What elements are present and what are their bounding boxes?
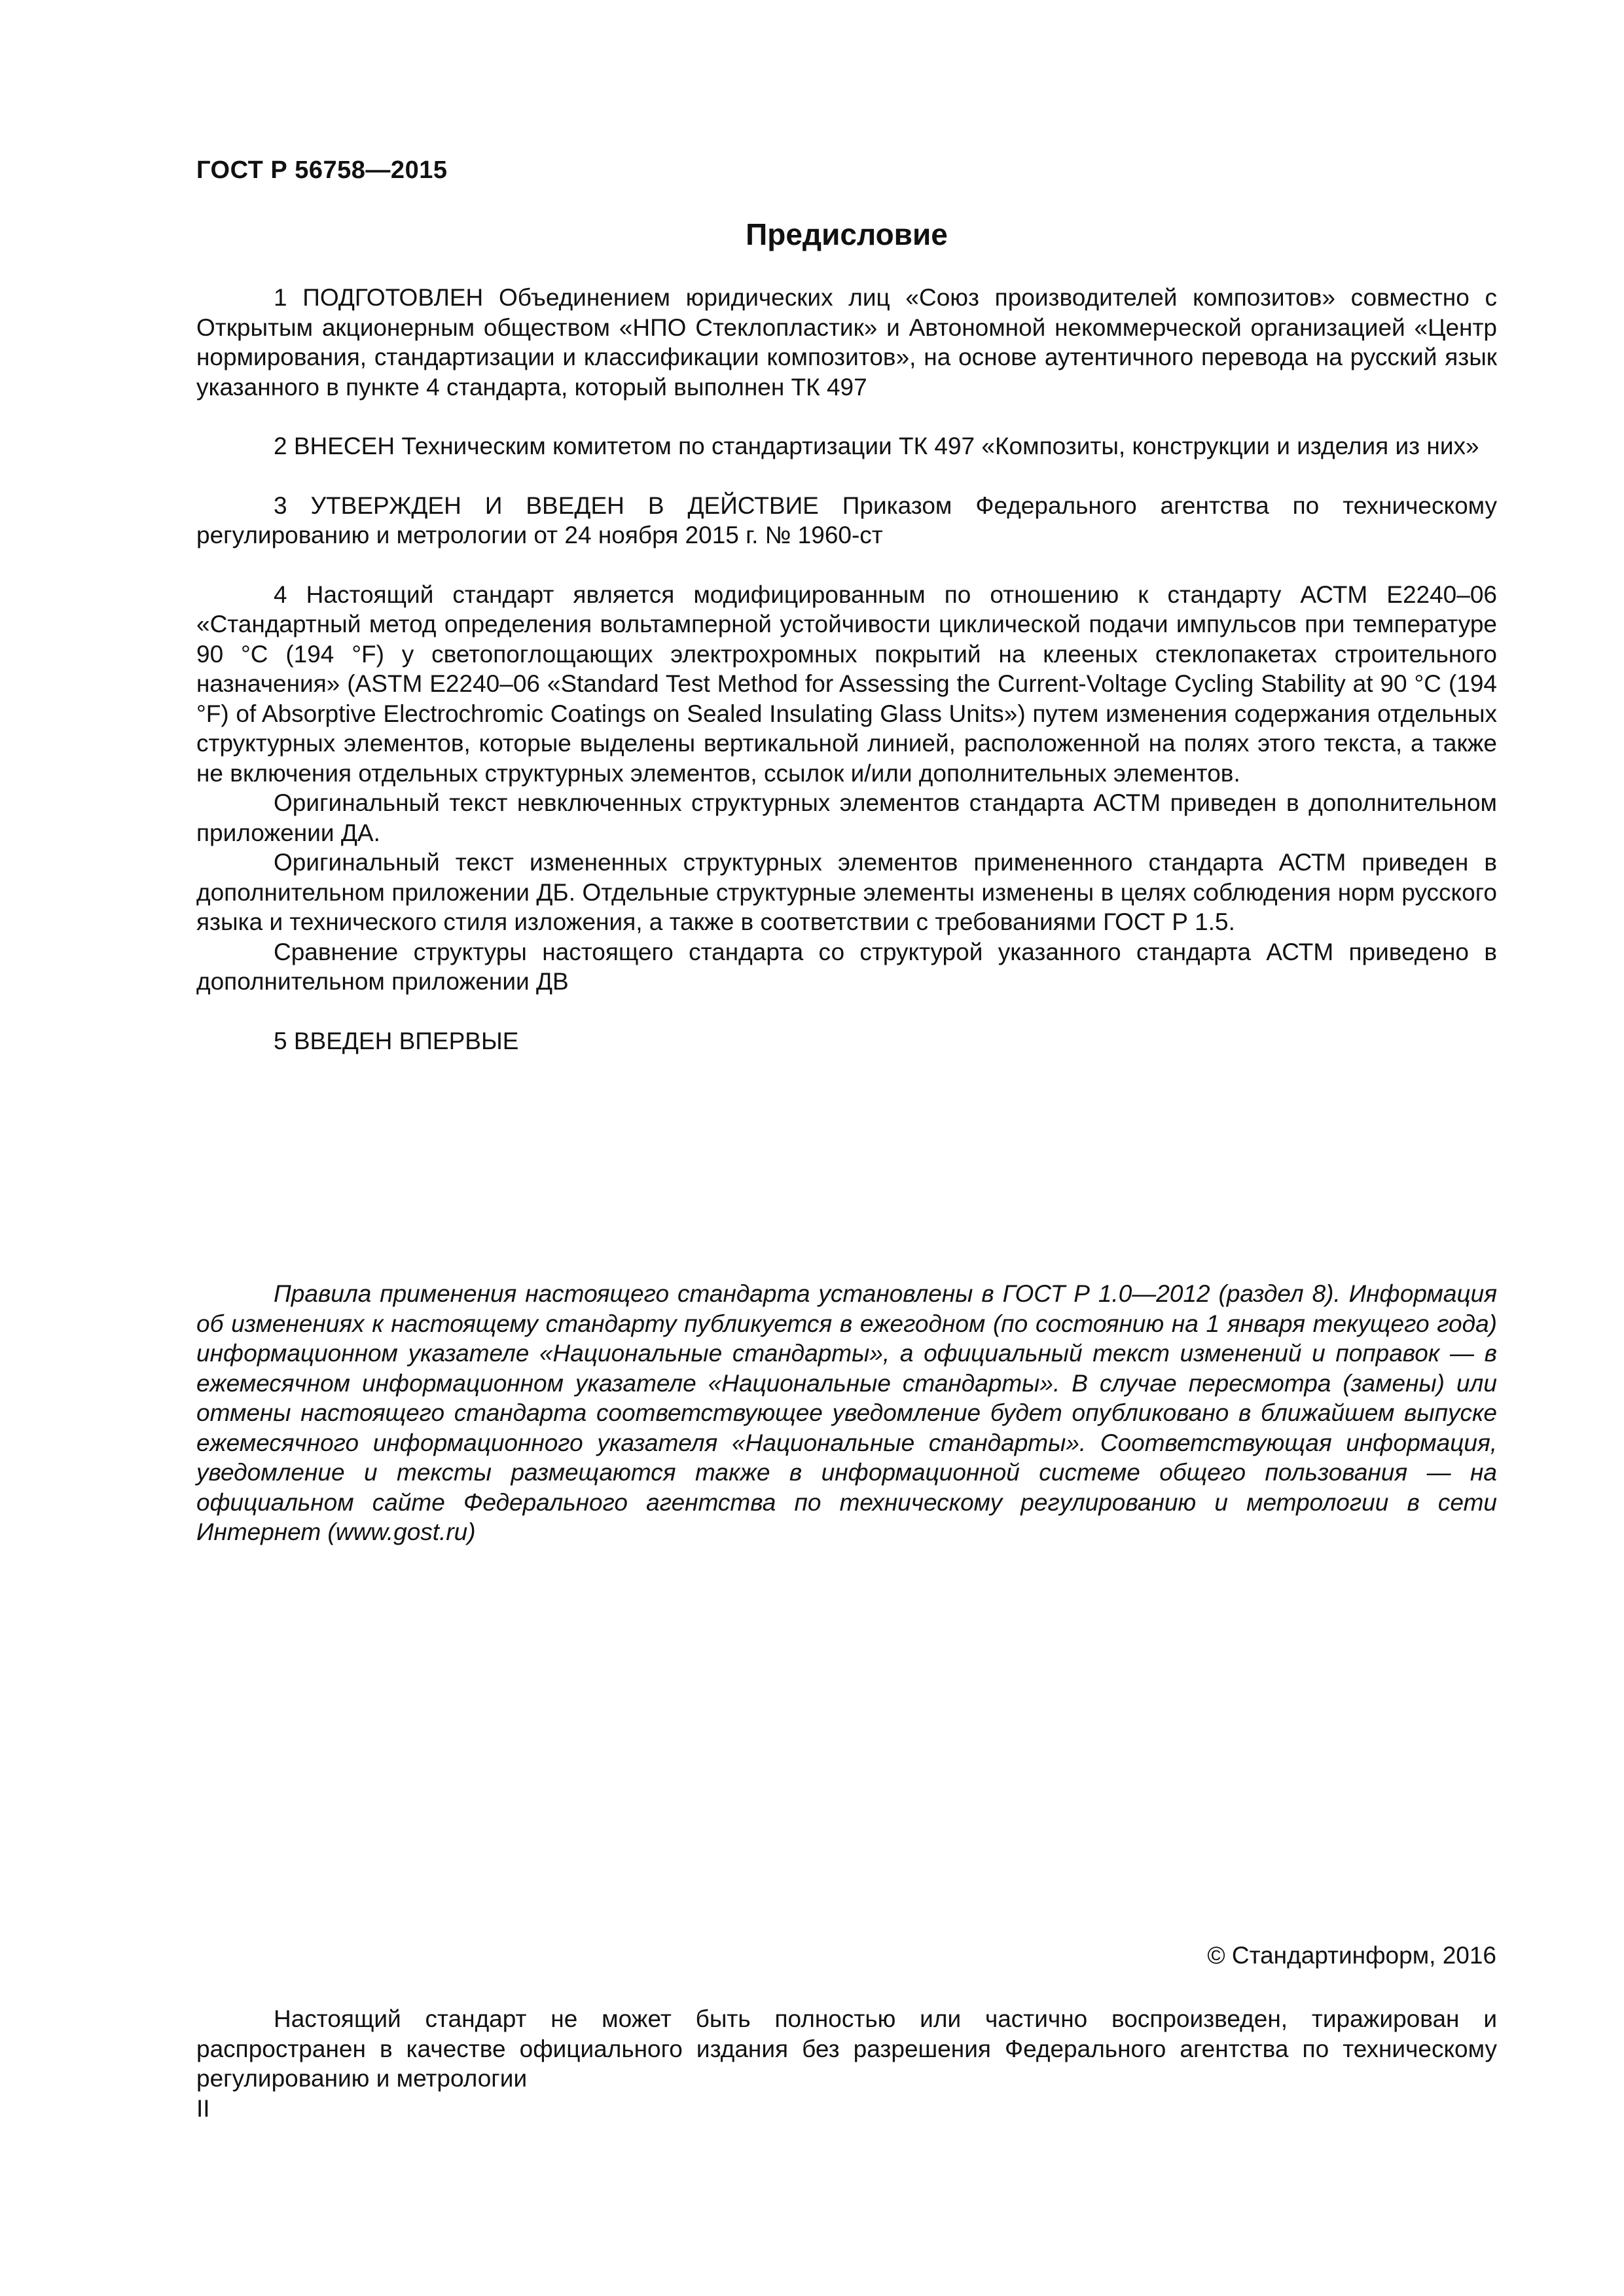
paragraph-appendix-db: Оригинальный текст измененных структурных элементов примененного стандарта АСТМ приведен в дополнительном приложении ДБ. Отдельные структурные элементы изменены в целях соблюдения норм русского языка и технического стиля изложения, а также в соответствии с требованиями ГОСТ Р 1.5.: [196, 849, 1497, 935]
paragraph-appendix-da: Оригинальный текст невключенных структурных элементов стандарта АСТМ приведен в дополнительном приложении ДА.: [196, 789, 1497, 846]
notice-text: Правила применения настоящего стандарта установлены в ГОСТ Р 1.0—2012 (раздел 8). Информация об изменениях к настоящему стандарту публикуется в ежегодном (по состоянию на 1 января текущего года) информационном указателе «Национальные стандарты», а официальный текст изменений и поправок — в ежемесячном информационном указателе «Национальные стандарты». В случае пересмотра (замены) или отмены настоящего стандарта соответствующее уведомление будет опубликовано в ближайшем выпуске ежемесячного информационного указателя «Национальные стандарты». Соответствующая информация, уведомление и тексты размещаются также в информационной системе общего пользования — на официальном сайте Федерального агентства по техническому регулированию и метрологии в сети Интернет (www.gost.ru): [196, 1280, 1497, 1545]
foreword-body: [196, 283, 1497, 1056]
rights-text: Настоящий стандарт не может быть полностью или частично воспроизведен, тиражирован и распространен в качестве официального издания без разрешения Федерального агентства по техническому регулированию и метрологии: [196, 2005, 1497, 2092]
copyright-line: © Стандартинформ, 2016: [1207, 1942, 1496, 1969]
paragraph-prepared: 1 ПОДГОТОВЛЕН Объединением юридических лиц «Союз производителей композитов» совместно с Открытым акционерным обществом «НПО Стеклопластик» и Автономной некоммерческой организацией «Центр нормирования, стандартизации и классификации композитов», на основе аутентичного перевода на русский язык указанного в пункте 4 стандарта, который выполнен ТК 497: [196, 284, 1497, 401]
paragraph-approved: 3 УТВЕРЖДЕН И ВВЕДЕН В ДЕЙСТВИЕ Приказом Федерального агентства по техническому регулированию и метрологии от 24 ноября 2015 г. № 1960-ст: [196, 492, 1497, 548]
application-rules-notice: [196, 1279, 1497, 1547]
standard-code-header: ГОСТ Р 56758—2015: [196, 156, 448, 184]
page-number: II: [196, 2095, 210, 2122]
paragraph-appendix-dv: Сравнение структуры настоящего стандарта со структурой указанного стандарта АСТМ приведено в дополнительном приложении ДВ: [196, 938, 1497, 995]
page-title: Предисловие: [746, 217, 948, 251]
reproduction-rights: [196, 2004, 1497, 2094]
paragraph-modified-standard: 4 Настоящий стандарт является модифицированным по отношению к стандарту АСТМ Е2240–06 «Стандартный метод определения вольтамперной устойчивости циклической подачи импульсов при температуре 90 °С (194 °F) у светопоглощающих электрохромных покрытий на клееных стеклопакетах строительного назначения» (ASTM E2240–06 «Standard Test Method for Assessing the Current-Voltage Cycling Stability at 90 °C (194 °F) of Absorptive Electrochromic Coatings on Sealed Insulating Glass Units») путем изменения содержания отдельных структурных элементов, которые выделены вертикальной линией, расположенной на полях этого текста, а также не включения отдельных структурных элементов, ссылок и/или дополнительных элементов.: [196, 581, 1497, 787]
paragraph-introduced: 2 ВНЕСЕН Техническим комитетом по стандартизации ТК 497 «Композиты, конструкции и изделия из них»: [274, 433, 1479, 459]
paragraph-first-introduced: 5 ВВЕДЕН ВПЕРВЫЕ: [274, 1027, 519, 1054]
